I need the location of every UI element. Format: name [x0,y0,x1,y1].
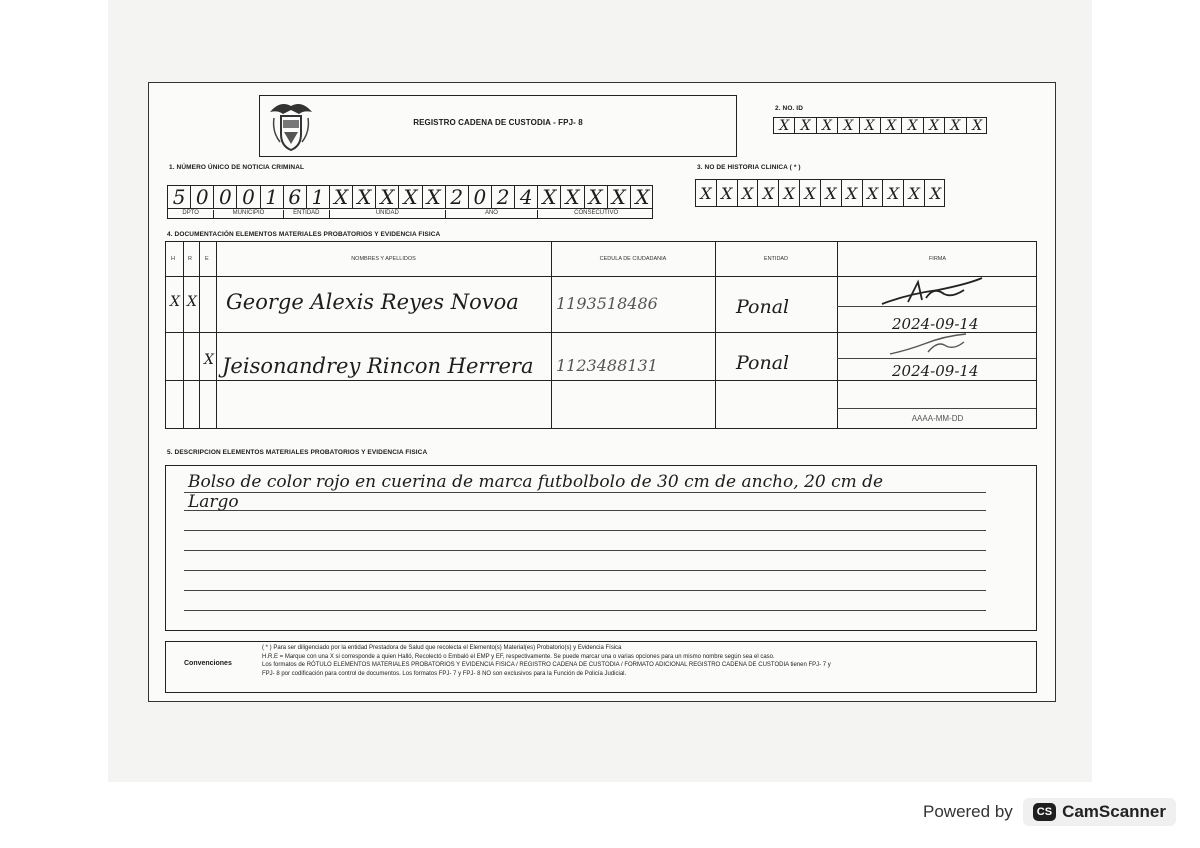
row1-r: X [187,294,197,310]
noticia-digit-1: 0 [191,186,214,208]
row1-fecha: 2024-09-14 [892,315,979,333]
noticia-digit-4: 1 [261,186,284,208]
custody-form [148,82,1056,702]
noticia-digit-12: 2 [446,186,469,208]
noticia-sublabel-0: DPTO [168,210,214,218]
documentacion-label: 4. DOCUMENTACIÓN ELEMENTOS MATERIALES PROBATORIOS Y EVIDENCIA FISICA [167,231,441,238]
col-firma: FIRMA [928,256,947,262]
noticia-digit-15: 4 [515,186,538,208]
historia-mark-1: X [717,180,738,206]
noticia-sublabel-2: ENTIDAD [284,210,330,218]
historia-mark-6: X [821,180,842,206]
descripcion-label: 5. DESCRIPCION ELEMENTOS MATERIALES PROBATORIOS Y EVIDENCIA FISICA [167,449,428,456]
col-r: R [188,256,192,262]
camscanner-logo-icon: CS [1033,803,1056,821]
documentacion-table [165,241,1037,429]
noticia-digit-boxes [167,185,653,209]
signature-2-icon [884,332,984,358]
noticia-digit-20: X [635,185,650,209]
noticia-digit-7: X [330,186,353,208]
no-id-box-3: X [838,118,859,133]
noticia-digit-8: X [353,186,376,208]
no-id-box-1: X [795,118,816,133]
no-id-box-7: X [924,118,945,133]
noticia-digit-5: 6 [284,186,307,208]
convenciones-text-4: FPJ- 8 por codificación para control de documentos. Los formatos FPJ- 7 y FPJ- 8 NO son exclusivos para la Función de Policía Judicial. [262,670,627,677]
row1-nombre: George Alexis Reyes Novoa [226,290,519,314]
descripcion-line1: Bolso de color rojo en cuerina de marca futbolbolo de 30 cm de ancho, 20 cm de [188,472,884,492]
noticia-sublabel-1: MUNICIPIO [214,210,283,218]
col-entidad: ENTIDAD [763,256,789,262]
convenciones-text-1: ( * ) Para ser diligenciado por la entidad Prestadora de Salud que recolecta el Elemento(s) Material(es) Probatorio(s) y Evidencia Física [262,645,622,651]
no-id-box-2: X [817,118,838,133]
no-id-box-4: X [860,118,881,133]
row1-entidad: Ponal [736,296,790,318]
col-cedula: CEDULA DE CIUDADANIA [599,256,667,262]
noticia-sublabel-5: CONSECUTIVO [574,210,619,216]
historia-boxes [695,179,945,207]
convenciones-text-2: H.R.E = Marque con una X si corresponde a quien Halló, Recolectó o Embaló el EMP y EF, respectivamente. Se puede marcar una o varias opciones para un mismo nombre según sea el caso. [262,653,775,660]
noticia-digit-0: 5 [168,186,191,208]
noticia-digit-17: X [561,186,584,208]
no-id-boxes [773,117,987,134]
no-id-label: 2. NO. ID [775,105,803,112]
historia-mark-5: X [800,180,821,206]
descripcion-line2: Largo [188,492,239,512]
noticia-label: 1. NÚMERO ÚNICO DE NOTICIA CRIMINAL [169,164,305,171]
historia-mark-8: X [863,180,884,206]
row2-fecha: 2024-09-14 [892,362,979,380]
row2-cedula: 1123488131 [556,356,658,375]
historia-mark-4: X [779,180,800,206]
historia-mark-10: X [904,180,925,206]
noticia-sublabel-row [167,209,653,219]
noticia-digit-10: X [399,186,422,208]
col-nombres: NOMBRES Y APELLIDOS [351,256,416,262]
camscanner-brand: CamScanner [1062,802,1166,821]
row1-h: X [170,294,180,310]
noticia-digit-2: 0 [214,186,237,208]
noticia-digit-14: 2 [492,186,515,208]
convenciones-box [165,641,1037,693]
noticia-sublabel-4: AÑO [446,210,539,218]
historia-mark-11: X [929,183,942,203]
date-format-hint: AAAA-MM-DD [911,414,964,423]
noticia-sublabel-3: UNIDAD [330,210,446,218]
form-title: REGISTRO CADENA DE CUSTODIA - FPJ- 8 [413,118,583,127]
descripcion-box [165,465,1037,631]
no-id-box-0: X [774,118,795,133]
noticia-digit-3: 0 [237,186,260,208]
no-id-box-8: X [945,118,966,133]
noticia-digit-13: 0 [469,186,492,208]
no-id-box-5: X [881,118,902,133]
noticia-digit-9: X [376,186,399,208]
colombia-coat-of-arms-icon [266,98,316,154]
noticia-digit-19: X [608,186,631,208]
no-id-box-6: X [902,118,923,133]
historia-mark-9: X [884,180,905,206]
convenciones-label: Convenciones [184,660,232,667]
signature-1-icon [878,276,988,310]
historia-label: 3. NO DE HISTORIA CLINICA ( * ) [697,164,801,171]
noticia-digit-6: 1 [307,186,330,208]
row2-e: X [204,352,214,368]
noticia-digit-18: X [585,186,608,208]
row1-cedula: 1193518486 [556,294,658,313]
row2-nombre: Jeisonandrey Rincon Herrera [222,354,534,378]
historia-mark-7: X [842,180,863,206]
row2-entidad: Ponal [736,352,790,374]
historia-mark-3: X [759,180,780,206]
noticia-digit-11: X [423,186,446,208]
noticia-digit-16: X [538,186,561,208]
col-e: E [205,256,209,262]
camscanner-badge[interactable] [1023,798,1176,826]
no-id-box-9: X [972,117,983,134]
convenciones-text-3: Los formatos de RÓTULO ELEMENTOS MATERIALES PROBATORIOS Y EVIDENCIA FISICA / REGISTRO CADENA DE CUSTODIA / FORMATO ADICIONAL REGISTRO CADENA DE CUSTODIA tienen FPJ- 7 y [262,662,831,668]
historia-mark-0: X [696,180,717,206]
col-h: H [171,256,175,262]
historia-mark-2: X [738,180,759,206]
camscanner-footer [923,798,1176,826]
header-box [259,95,737,157]
powered-by-text: Powered by [923,802,1013,821]
